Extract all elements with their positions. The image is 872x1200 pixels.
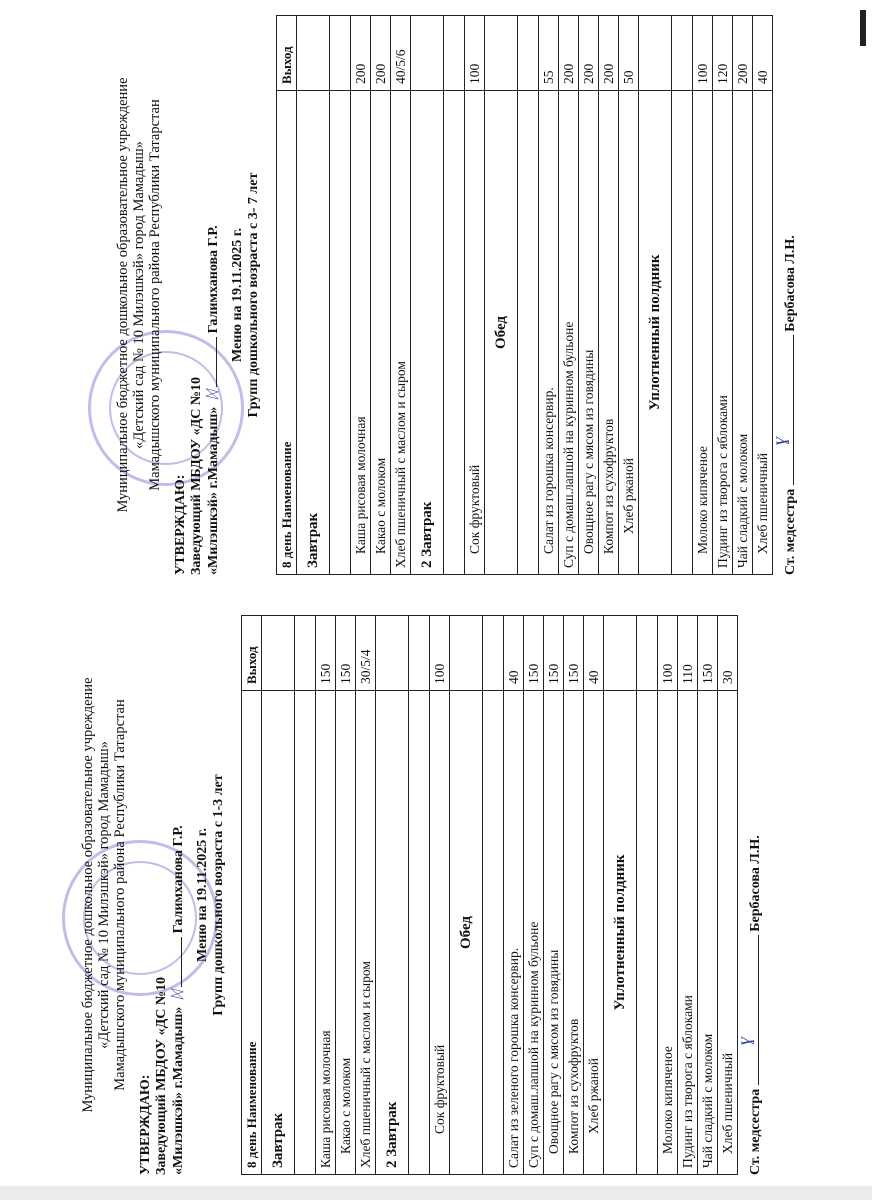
table-row	[564, 616, 584, 1175]
dish-name: Компот из сухофруктов	[564, 691, 584, 1175]
table-row	[693, 16, 713, 575]
scan-bottom-band	[0, 1186, 872, 1200]
meal-title: Уплотненный полдник	[639, 91, 672, 575]
dish-name: Суп с домаш.лапшой на куринном бульоне	[524, 691, 544, 1175]
meal-title: 2 Завтрак	[376, 691, 409, 1175]
meal-row	[297, 16, 330, 575]
table-row	[559, 16, 579, 575]
table-row	[658, 616, 678, 1175]
table-row	[524, 616, 544, 1175]
table-row	[465, 16, 485, 575]
dish-output: 100	[693, 16, 713, 91]
dish-output: 150	[698, 616, 718, 691]
meal-row	[262, 616, 295, 1175]
table-row	[733, 16, 753, 575]
table-row	[391, 16, 411, 575]
nurse-signature: ɣ	[769, 436, 789, 446]
dish-name: Каша рисовая молочная	[351, 91, 371, 575]
meal-row	[639, 16, 672, 575]
menu-group: Групп дошкольного возраста с 1-3 лет	[211, 774, 226, 1016]
table-row	[713, 16, 733, 575]
dish-name: Сок фруктовый	[465, 91, 485, 575]
approval-block	[173, 15, 222, 575]
dish-output: 100	[430, 616, 450, 691]
meal-title: Завтрак	[262, 691, 295, 1175]
table-row	[351, 16, 371, 575]
approval-position: Заведующий МБДОУ «ДС №10	[154, 977, 169, 1175]
dish-name: Хлеб ржаной	[584, 691, 604, 1175]
dish-name: Хлеб пшеничный	[718, 691, 738, 1175]
dish-output: 200	[371, 16, 391, 91]
dish-name: Салат из зеленого горошка консервир.	[504, 691, 524, 1175]
signature-line	[171, 937, 182, 987]
org-line-2: «Детский сад № 10 Милэшкэй» город Мамадыш»	[131, 141, 147, 449]
table-row	[584, 616, 604, 1175]
dish-output: 40	[753, 16, 773, 91]
nurse-label: Ст. медсестра	[748, 1088, 763, 1175]
meal-title: 2 Завтрак	[411, 91, 444, 575]
dish-name: Салат из горошка консервир.	[539, 91, 559, 575]
dish-output: 55	[539, 16, 559, 91]
table-row	[539, 16, 559, 575]
table-row	[599, 16, 619, 575]
dish-output: 40	[504, 616, 524, 691]
nurse-signature-line	[734, 935, 759, 1085]
dish-output: 150	[316, 616, 336, 691]
dish-name: Пудинг из творога с яблоками	[713, 91, 733, 575]
nurse-signature-block	[769, 15, 799, 575]
table-row	[698, 616, 718, 1175]
org-header	[80, 615, 128, 1175]
scan-edge-mark	[860, 10, 866, 46]
dish-output: 40/5/6	[391, 16, 411, 91]
dish-name: Суп с домаш.лапшой на куринном бульоне	[559, 91, 579, 575]
dish-output: 150	[564, 616, 584, 691]
director-signature: ᛞ	[170, 990, 186, 1000]
meal-title: Обед	[450, 691, 483, 1175]
table-header	[277, 16, 297, 575]
nurse-name: Бербасова Л.Н.	[748, 835, 763, 932]
meal-row	[411, 16, 444, 575]
table-row	[619, 16, 639, 575]
director-signature: ᛞ	[205, 390, 221, 400]
meal-row	[376, 616, 409, 1175]
dish-name: Овощное рагу с мясом из говядины	[579, 91, 599, 575]
table-row	[718, 616, 738, 1175]
meal-row	[450, 616, 483, 1175]
header-name: 8 день Наименование	[277, 91, 297, 575]
dish-name: Молоко кипяченое	[693, 91, 713, 575]
approval-org-short: «Милэшкэй» г.Мамадыш»	[171, 1006, 186, 1175]
table-row	[678, 616, 698, 1175]
org-line-2: «Детский сад № 10 Милэшкэй» город Мамадыш»	[96, 741, 112, 1049]
signature-line	[206, 337, 217, 387]
org-line-3: Мамадышского муниципального района Республики Татарстан	[112, 699, 128, 1091]
dish-output: 100	[658, 616, 678, 691]
director-name: Галимханова Г.Р.	[171, 825, 186, 934]
dish-output: 150	[544, 616, 564, 691]
table-row	[504, 616, 524, 1175]
nurse-name: Бербасова Л.Н.	[783, 235, 798, 332]
nurse-signature-block	[734, 615, 764, 1175]
menu-table	[241, 615, 738, 1175]
menu-date: Меню на 19.11.2025 г.	[195, 827, 210, 963]
dish-output: 30	[718, 616, 738, 691]
header-name: 8 день Наименование	[242, 691, 262, 1175]
dish-output: 150	[524, 616, 544, 691]
dish-output: 200	[559, 16, 579, 91]
nurse-signature-line	[769, 335, 794, 485]
menu-table	[276, 15, 773, 575]
dish-name: Пудинг из творога с яблоками	[678, 691, 698, 1175]
table-row	[544, 616, 564, 1175]
dish-output: 110	[678, 616, 698, 691]
menu-sheet-1-3	[80, 615, 764, 1175]
table-row	[336, 616, 356, 1175]
table-header	[242, 616, 262, 1175]
dish-name: Хлеб пшеничный	[753, 91, 773, 575]
table-row	[579, 16, 599, 575]
director-name: Галимханова Г.Р.	[206, 225, 221, 334]
dish-output: 100	[465, 16, 485, 91]
header-output: Выход	[277, 16, 297, 91]
dish-output: 200	[733, 16, 753, 91]
header-output: Выход	[242, 616, 262, 691]
table-row	[371, 16, 391, 575]
table-row	[356, 616, 376, 1175]
dish-output: 30/5/4	[356, 616, 376, 691]
meal-row	[604, 616, 637, 1175]
dish-output: 50	[619, 16, 639, 91]
dish-name: Чай сладкий с молоком	[733, 91, 753, 575]
nurse-label: Ст. медсестра	[783, 488, 798, 575]
approval-label: УТВЕРЖДАЮ:	[138, 1074, 153, 1175]
nurse-signature: ɣ	[734, 1036, 754, 1046]
menu-date: Меню на 19.11.2025 г.	[230, 227, 245, 363]
approval-position: Заведующий МБДОУ «ДС №10	[189, 377, 204, 575]
dish-output: 200	[351, 16, 371, 91]
table-row	[316, 616, 336, 1175]
dish-name: Сок фруктовый	[430, 691, 450, 1175]
dish-name: Какао с молоком	[336, 691, 356, 1175]
org-line-3: Мамадышского муниципального района Республики Татарстан	[147, 99, 163, 491]
dish-output: 200	[579, 16, 599, 91]
approval-org-short: «Милэшкэй» г.Мамадыш»	[206, 406, 221, 575]
meal-title: Завтрак	[297, 91, 330, 575]
dish-output: 200	[599, 16, 619, 91]
dish-name: Хлеб ржаной	[619, 91, 639, 575]
dish-name: Каша рисовая молочная	[316, 691, 336, 1175]
dish-output: 120	[713, 16, 733, 91]
org-header	[115, 15, 163, 575]
approval-label: УТВЕРЖДАЮ:	[173, 474, 188, 575]
dish-name: Чай сладкий с молоком	[698, 691, 718, 1175]
table-row	[753, 16, 773, 575]
dish-name: Какао с молоком	[371, 91, 391, 575]
dish-name: Молоко кипяченое	[658, 691, 678, 1175]
dish-name: Хлеб пшеничный с маслом и сыром	[391, 91, 411, 575]
meal-title: Обед	[485, 91, 518, 575]
org-line-1: Муниципальное бюджетное дошкольное образовательное учреждение	[80, 677, 96, 1113]
dish-name: Овощное рагу с мясом из говядины	[544, 691, 564, 1175]
dish-output: 150	[336, 616, 356, 691]
dish-name: Хлеб пшеничный с маслом и сыром	[356, 691, 376, 1175]
dish-name: Компот из сухофруктов	[599, 91, 619, 575]
dish-output: 40	[584, 616, 604, 691]
menu-group: Групп дошкольного возраста с 3- 7 лет	[246, 172, 261, 418]
meal-row	[485, 16, 518, 575]
menu-sheet-3-7	[115, 15, 799, 575]
approval-block	[138, 615, 187, 1175]
org-line-1: Муниципальное бюджетное дошкольное образовательное учреждение	[115, 77, 131, 513]
table-row	[430, 616, 450, 1175]
meal-title: Уплотненный полдник	[604, 691, 637, 1175]
